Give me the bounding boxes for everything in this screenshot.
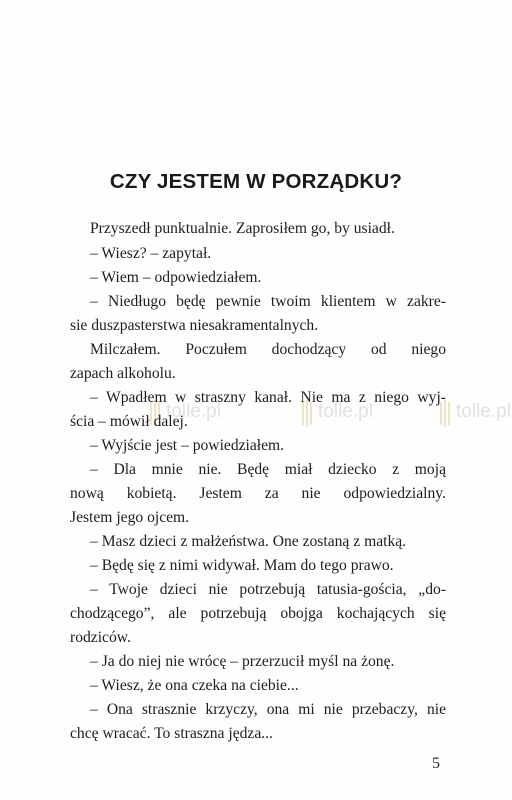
text-line: – Dla mnie nie. Będę miał dziecko z moją [90, 461, 446, 478]
text-line: – Wiesz? – zapytał. [90, 245, 212, 262]
text-line: chodzącego”, ale potrzebują obojga kochających się [70, 605, 446, 622]
text-line: chcę wracać. To straszna jędza... [70, 725, 273, 742]
text-line: – Ona strasznie krzyczy, ona mi nie przebaczy, nie [90, 701, 446, 718]
watermark-text: tolle.pl [456, 401, 511, 422]
text-line: sie duszpasterstwa niesakramentalnych. [70, 317, 319, 334]
text-line: Przyszedł punktualnie. Zaprosiłem go, by usiadł. [90, 220, 395, 237]
text-line: – Ja do niej nie wrócę – przerzucił myśl na żonę. [90, 653, 395, 670]
text-line: – Wyjście jest – powiedziałem. [90, 437, 285, 454]
text-line: ścia – mówił dalej. [70, 413, 188, 430]
text-line: – Wiem – odpowiedziałem. [90, 269, 262, 286]
text-line: nową kobietą. Jestem za nie odpowiedzialny. [70, 485, 446, 502]
text-line: Jestem jego ojcem. [70, 509, 190, 526]
watermark-text: tolle.pl [166, 401, 221, 422]
watermark-text: tolle.pl [318, 401, 373, 422]
text-line: – Wiesz, że ona czeka na ciebie... [90, 677, 299, 694]
text-line: zapach alkoholu. [70, 365, 176, 382]
text-line: – Masz dzieci z małżeństwa. One zostaną z matką. [90, 533, 407, 550]
page-number: 5 [432, 755, 440, 772]
text-line: – Wpadłem w straszny kanał. Nie ma z niego wyj- [90, 389, 446, 406]
text-line: – Twoje dzieci nie potrzebują tatusia-gościa, „do- [90, 581, 446, 598]
text-line: – Niedługo będę pewnie twoim klientem w zakre- [90, 293, 446, 310]
text-line: – Będę się z nimi widywał. Mam do tego prawo. [90, 557, 394, 574]
chapter-title: CZY JESTEM W PORZĄDKU? [109, 170, 403, 193]
text-line: Milczałem. Poczułem dochodzący od niego [90, 341, 446, 358]
text-line: rodziców. [70, 629, 131, 646]
